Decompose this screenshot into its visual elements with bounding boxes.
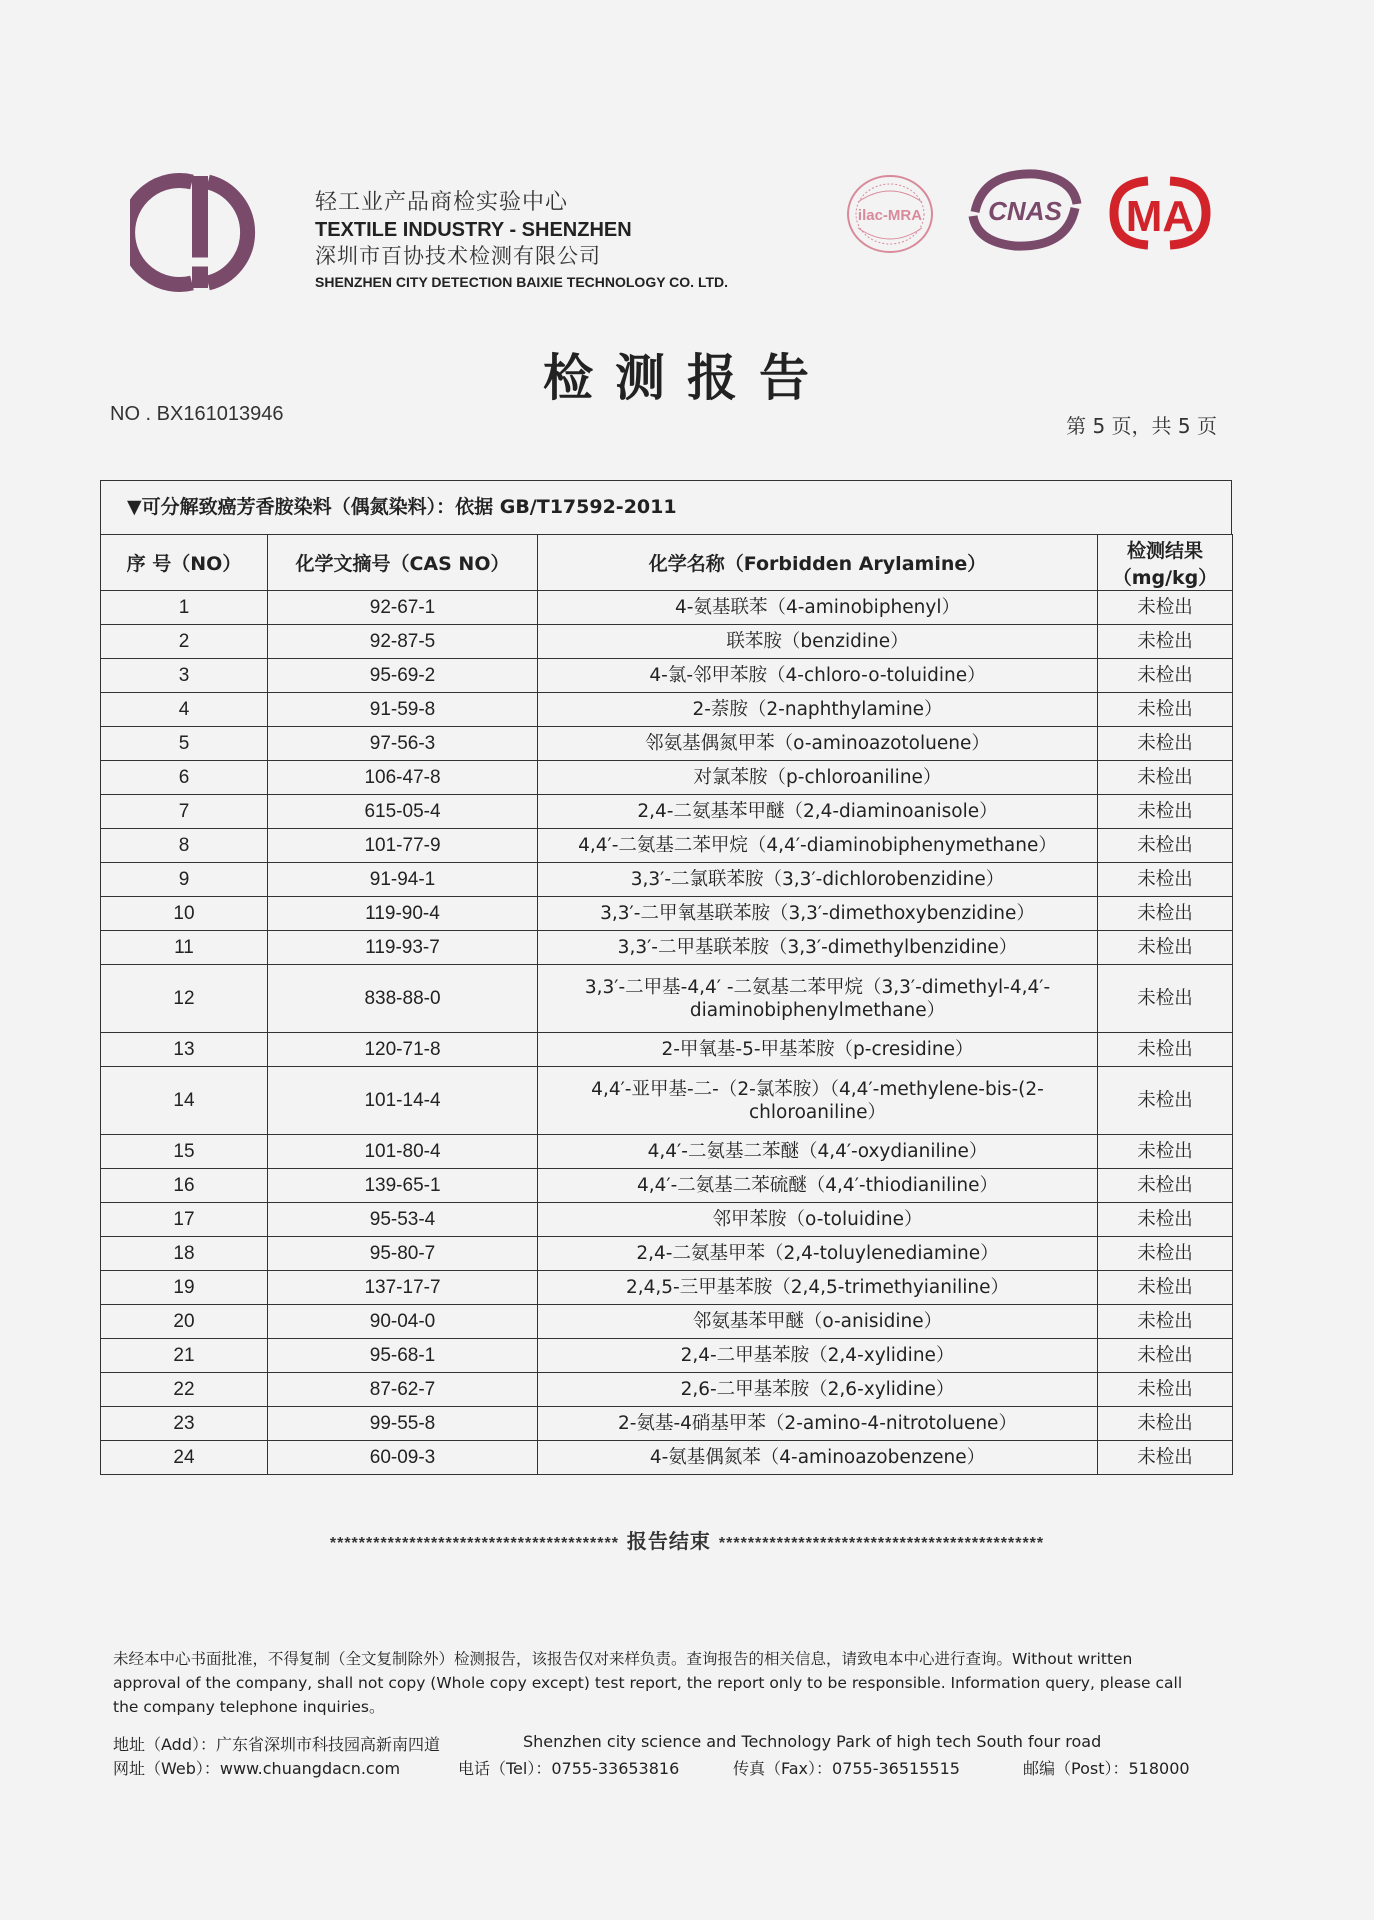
org-name-cn-1: 轻工业产品商检实验中心: [315, 190, 569, 215]
table-row: [101, 591, 1233, 625]
table-row: [101, 1271, 1233, 1305]
cell-name: 4-氯-邻甲苯胺（4-chloro-o-toluidine）: [538, 659, 1098, 693]
cell-result: 未检出: [1098, 1033, 1233, 1067]
cell-name: 2,4,5-三甲基苯胺（2,4,5-trimethyianiline）: [538, 1271, 1098, 1305]
table-row: [101, 1441, 1233, 1475]
cell-name: 邻甲苯胺（o-toluidine）: [538, 1203, 1098, 1237]
organization-name: [315, 190, 728, 290]
cell-name: 4,4′-二氨基二苯甲烷（4,4′-diaminobiphenymethane）: [538, 829, 1098, 863]
company-logo-icon: [130, 170, 270, 295]
results-table: [100, 534, 1233, 1475]
table-row: [101, 1169, 1233, 1203]
cell-no: 4: [101, 693, 268, 727]
cell-name: 2-甲氧基-5-甲基苯胺（p-cresidine）: [538, 1033, 1098, 1067]
footer-address-cn: 地址（Add）：广东省深圳市科技园高新南四道: [113, 1735, 440, 1754]
cell-no: 23: [101, 1407, 268, 1441]
cell-result: 未检出: [1098, 1271, 1233, 1305]
cell-no: 18: [101, 1237, 268, 1271]
footer-post: 邮编（Post）：518000: [1023, 1759, 1190, 1778]
cell-no: 10: [101, 897, 268, 931]
ilac-mra-logo-icon: [844, 172, 936, 257]
table-row: [101, 761, 1233, 795]
col-header-result-line1: 检测结果: [1126, 539, 1203, 562]
cell-result: 未检出: [1098, 1305, 1233, 1339]
cell-cas: 90-04-0: [268, 1305, 538, 1339]
cell-cas: 101-77-9: [268, 829, 538, 863]
table-row: [101, 659, 1233, 693]
cell-no: 20: [101, 1305, 268, 1339]
cell-result: 未检出: [1098, 1237, 1233, 1271]
cell-no: 11: [101, 931, 268, 965]
table-heading: ▼可分解致癌芳香胺染料（偶氮染料）：依据 GB/T17592-2011: [100, 480, 1232, 534]
cell-no: 7: [101, 795, 268, 829]
cell-cas: 99-55-8: [268, 1407, 538, 1441]
cell-cas: 60-09-3: [268, 1441, 538, 1475]
cell-name: 4,4′-二氨基二苯硫醚（4,4′-thiodianiline）: [538, 1169, 1098, 1203]
table-row: [101, 1033, 1233, 1067]
cell-name: 2,4-二甲基苯胺（2,4-xylidine）: [538, 1339, 1098, 1373]
cell-no: 1: [101, 591, 268, 625]
cell-cas: 101-14-4: [268, 1067, 538, 1135]
cell-name: 联苯胺（benzidine）: [538, 625, 1098, 659]
cell-no: 12: [101, 965, 268, 1033]
cell-no: 14: [101, 1067, 268, 1135]
cell-name: 2-萘胺（2-naphthylamine）: [538, 693, 1098, 727]
cell-name: 2,6-二甲基苯胺（2,6-xylidine）: [538, 1373, 1098, 1407]
cma-logo-icon: [1108, 175, 1213, 250]
cell-result: 未检出: [1098, 1135, 1233, 1169]
table-body: [101, 591, 1233, 1475]
cell-name: 2,4-二氨基苯甲醚（2,4-diaminoanisole）: [538, 795, 1098, 829]
cell-cas: 91-59-8: [268, 693, 538, 727]
cell-result: 未检出: [1098, 1407, 1233, 1441]
cell-no: 9: [101, 863, 268, 897]
cell-cas: 101-80-4: [268, 1135, 538, 1169]
cell-no: 21: [101, 1339, 268, 1373]
cell-no: 6: [101, 761, 268, 795]
cell-result: 未检出: [1098, 1373, 1233, 1407]
table-row: [101, 625, 1233, 659]
cell-result: 未检出: [1098, 897, 1233, 931]
cell-name: 2,4-二氨基甲苯（2,4-toluylenediamine）: [538, 1237, 1098, 1271]
cell-name: 3,3′-二甲氧基联苯胺（3,3′-dimethoxybenzidine）: [538, 897, 1098, 931]
cell-result: 未检出: [1098, 863, 1233, 897]
cell-no: 16: [101, 1169, 268, 1203]
table-row: [101, 795, 1233, 829]
table-row: [101, 1305, 1233, 1339]
cell-no: 22: [101, 1373, 268, 1407]
cell-result: 未检出: [1098, 1169, 1233, 1203]
cell-cas: 119-93-7: [268, 931, 538, 965]
cell-no: 17: [101, 1203, 268, 1237]
cell-cas: 87-62-7: [268, 1373, 538, 1407]
cell-result: 未检出: [1098, 693, 1233, 727]
cell-cas: 92-67-1: [268, 591, 538, 625]
footer: [113, 1732, 1223, 1780]
cell-cas: 838-88-0: [268, 965, 538, 1033]
table-row: [101, 1067, 1233, 1135]
cell-result: 未检出: [1098, 1067, 1233, 1135]
org-name-en-1: TEXTILE INDUSTRY - SHENZHEN: [315, 219, 632, 242]
cell-cas: 95-68-1: [268, 1339, 538, 1373]
cell-no: 15: [101, 1135, 268, 1169]
col-header-result: [1098, 535, 1233, 591]
cell-result: 未检出: [1098, 625, 1233, 659]
footer-web: 网址（Web）：www.chuangdacn.com: [113, 1759, 401, 1778]
cell-result: 未检出: [1098, 761, 1233, 795]
footer-fax: 传真（Fax）：0755-36515515: [733, 1759, 960, 1778]
cell-name: 3,3′-二甲基联苯胺（3,3′-dimethylbenzidine）: [538, 931, 1098, 965]
cell-no: 3: [101, 659, 268, 693]
table-row: [101, 1407, 1233, 1441]
cell-result: 未检出: [1098, 591, 1233, 625]
table-row: [101, 1135, 1233, 1169]
cell-cas: 92-87-5: [268, 625, 538, 659]
page-info: 第 5 页，共 5 页: [1066, 414, 1217, 438]
cell-cas: 95-80-7: [268, 1237, 538, 1271]
cell-result: 未检出: [1098, 1339, 1233, 1373]
cell-cas: 91-94-1: [268, 863, 538, 897]
cell-name: 邻氨基偶氮甲苯（o-aminoazotoluene）: [538, 727, 1098, 761]
cell-cas: 119-90-4: [268, 897, 538, 931]
cell-no: 19: [101, 1271, 268, 1305]
results-table-section: [100, 480, 1232, 1475]
cell-result: 未检出: [1098, 659, 1233, 693]
table-row: [101, 931, 1233, 965]
table-row: [101, 965, 1233, 1033]
cell-result: 未检出: [1098, 931, 1233, 965]
cell-result: 未检出: [1098, 1441, 1233, 1475]
col-header-name: 化学名称（Forbidden Arylamine）: [538, 535, 1098, 591]
cell-name: 邻氨基苯甲醚（o-anisidine）: [538, 1305, 1098, 1339]
cell-name: 对氯苯胺（p-chloroaniline）: [538, 761, 1098, 795]
end-label: 报告结束: [626, 1529, 711, 1553]
table-row: [101, 1373, 1233, 1407]
cell-name: 2-氨基-4硝基甲苯（2-amino-4-nitrotoluene）: [538, 1407, 1098, 1441]
cell-result: 未检出: [1098, 727, 1233, 761]
col-header-result-line2: （mg/kg）: [1112, 566, 1218, 589]
cell-cas: 95-53-4: [268, 1203, 538, 1237]
table-row: [101, 1339, 1233, 1373]
cell-name: 4-氨基联苯（4-aminobiphenyl）: [538, 591, 1098, 625]
cell-name: 3,3′-二甲基-4,4′ -二氨基二苯甲烷（3,3′-dimethyl-4,4′-diaminobiphenylmethane）: [538, 965, 1098, 1033]
col-header-no: 序 号（NO）: [101, 535, 268, 591]
report-title: 检测报告: [543, 349, 831, 407]
cell-cas: 106-47-8: [268, 761, 538, 795]
table-row: [101, 897, 1233, 931]
svg-text:ilac-MRA: ilac-MRA: [857, 207, 923, 224]
disclaimer-text: 未经本中心书面批准，不得复制（全文复制除外）检测报告，该报告仅对来样负责。查询报告的相关信息，请致电本中心进行查询。Without written approval of the company, shall not copy (Whole copy except) test report, the report only to be responsible. Information query, please call the company telephone inquiries。: [113, 1650, 1183, 1716]
table-row: [101, 1237, 1233, 1271]
table-row: [101, 1203, 1233, 1237]
table-row: [101, 727, 1233, 761]
col-header-cas: 化学文摘号（CAS NO）: [268, 535, 538, 591]
cell-name: 3,3′-二氯联苯胺（3,3′-dichlorobenzidine）: [538, 863, 1098, 897]
org-name-en-2: SHENZHEN CITY DETECTION BAIXIE TECHNOLOGY CO. LTD.: [315, 273, 729, 290]
cell-no: 24: [101, 1441, 268, 1475]
cell-no: 8: [101, 829, 268, 863]
cell-name: 4,4′-二氨基二苯醚（4,4′-oxydianiline）: [538, 1135, 1098, 1169]
cell-no: 5: [101, 727, 268, 761]
cell-no: 2: [101, 625, 268, 659]
end-stars-right: *********************************************: [718, 1535, 1045, 1552]
org-name-cn-2: 深圳市百协技术检测有限公司: [315, 244, 601, 269]
footer-tel: 电话（Tel）：0755-33653816: [458, 1759, 680, 1778]
footer-address-en: Shenzhen city science and Technology Park of high tech South four road: [523, 1732, 1102, 1751]
report-end-marker: [0, 1525, 1374, 1554]
cell-result: 未检出: [1098, 1203, 1233, 1237]
cell-cas: 95-69-2: [268, 659, 538, 693]
table-row: [101, 863, 1233, 897]
report-number: NO . BX161013946: [110, 403, 284, 425]
cell-result: 未检出: [1098, 829, 1233, 863]
cell-cas: 137-17-7: [268, 1271, 538, 1305]
svg-text:CNAS: CNAS: [988, 196, 1062, 226]
table-row: [101, 693, 1233, 727]
svg-text:MA: MA: [1125, 192, 1195, 241]
table-row: [101, 829, 1233, 863]
cell-cas: 120-71-8: [268, 1033, 538, 1067]
cnas-logo-icon: [965, 164, 1085, 256]
cell-no: 13: [101, 1033, 268, 1067]
cell-name: 4,4′-亚甲基-二-（2-氯苯胺）（4,4′-methylene-bis-(2-chloroaniline）: [538, 1067, 1098, 1135]
end-stars-left: ****************************************: [329, 1535, 619, 1552]
cell-result: 未检出: [1098, 965, 1233, 1033]
cell-cas: 97-56-3: [268, 727, 538, 761]
table-header-row: [101, 535, 1233, 591]
cell-cas: 615-05-4: [268, 795, 538, 829]
cell-name: 4-氨基偶氮苯（4-aminoazobenzene）: [538, 1441, 1098, 1475]
cell-cas: 139-65-1: [268, 1169, 538, 1203]
cell-result: 未检出: [1098, 795, 1233, 829]
